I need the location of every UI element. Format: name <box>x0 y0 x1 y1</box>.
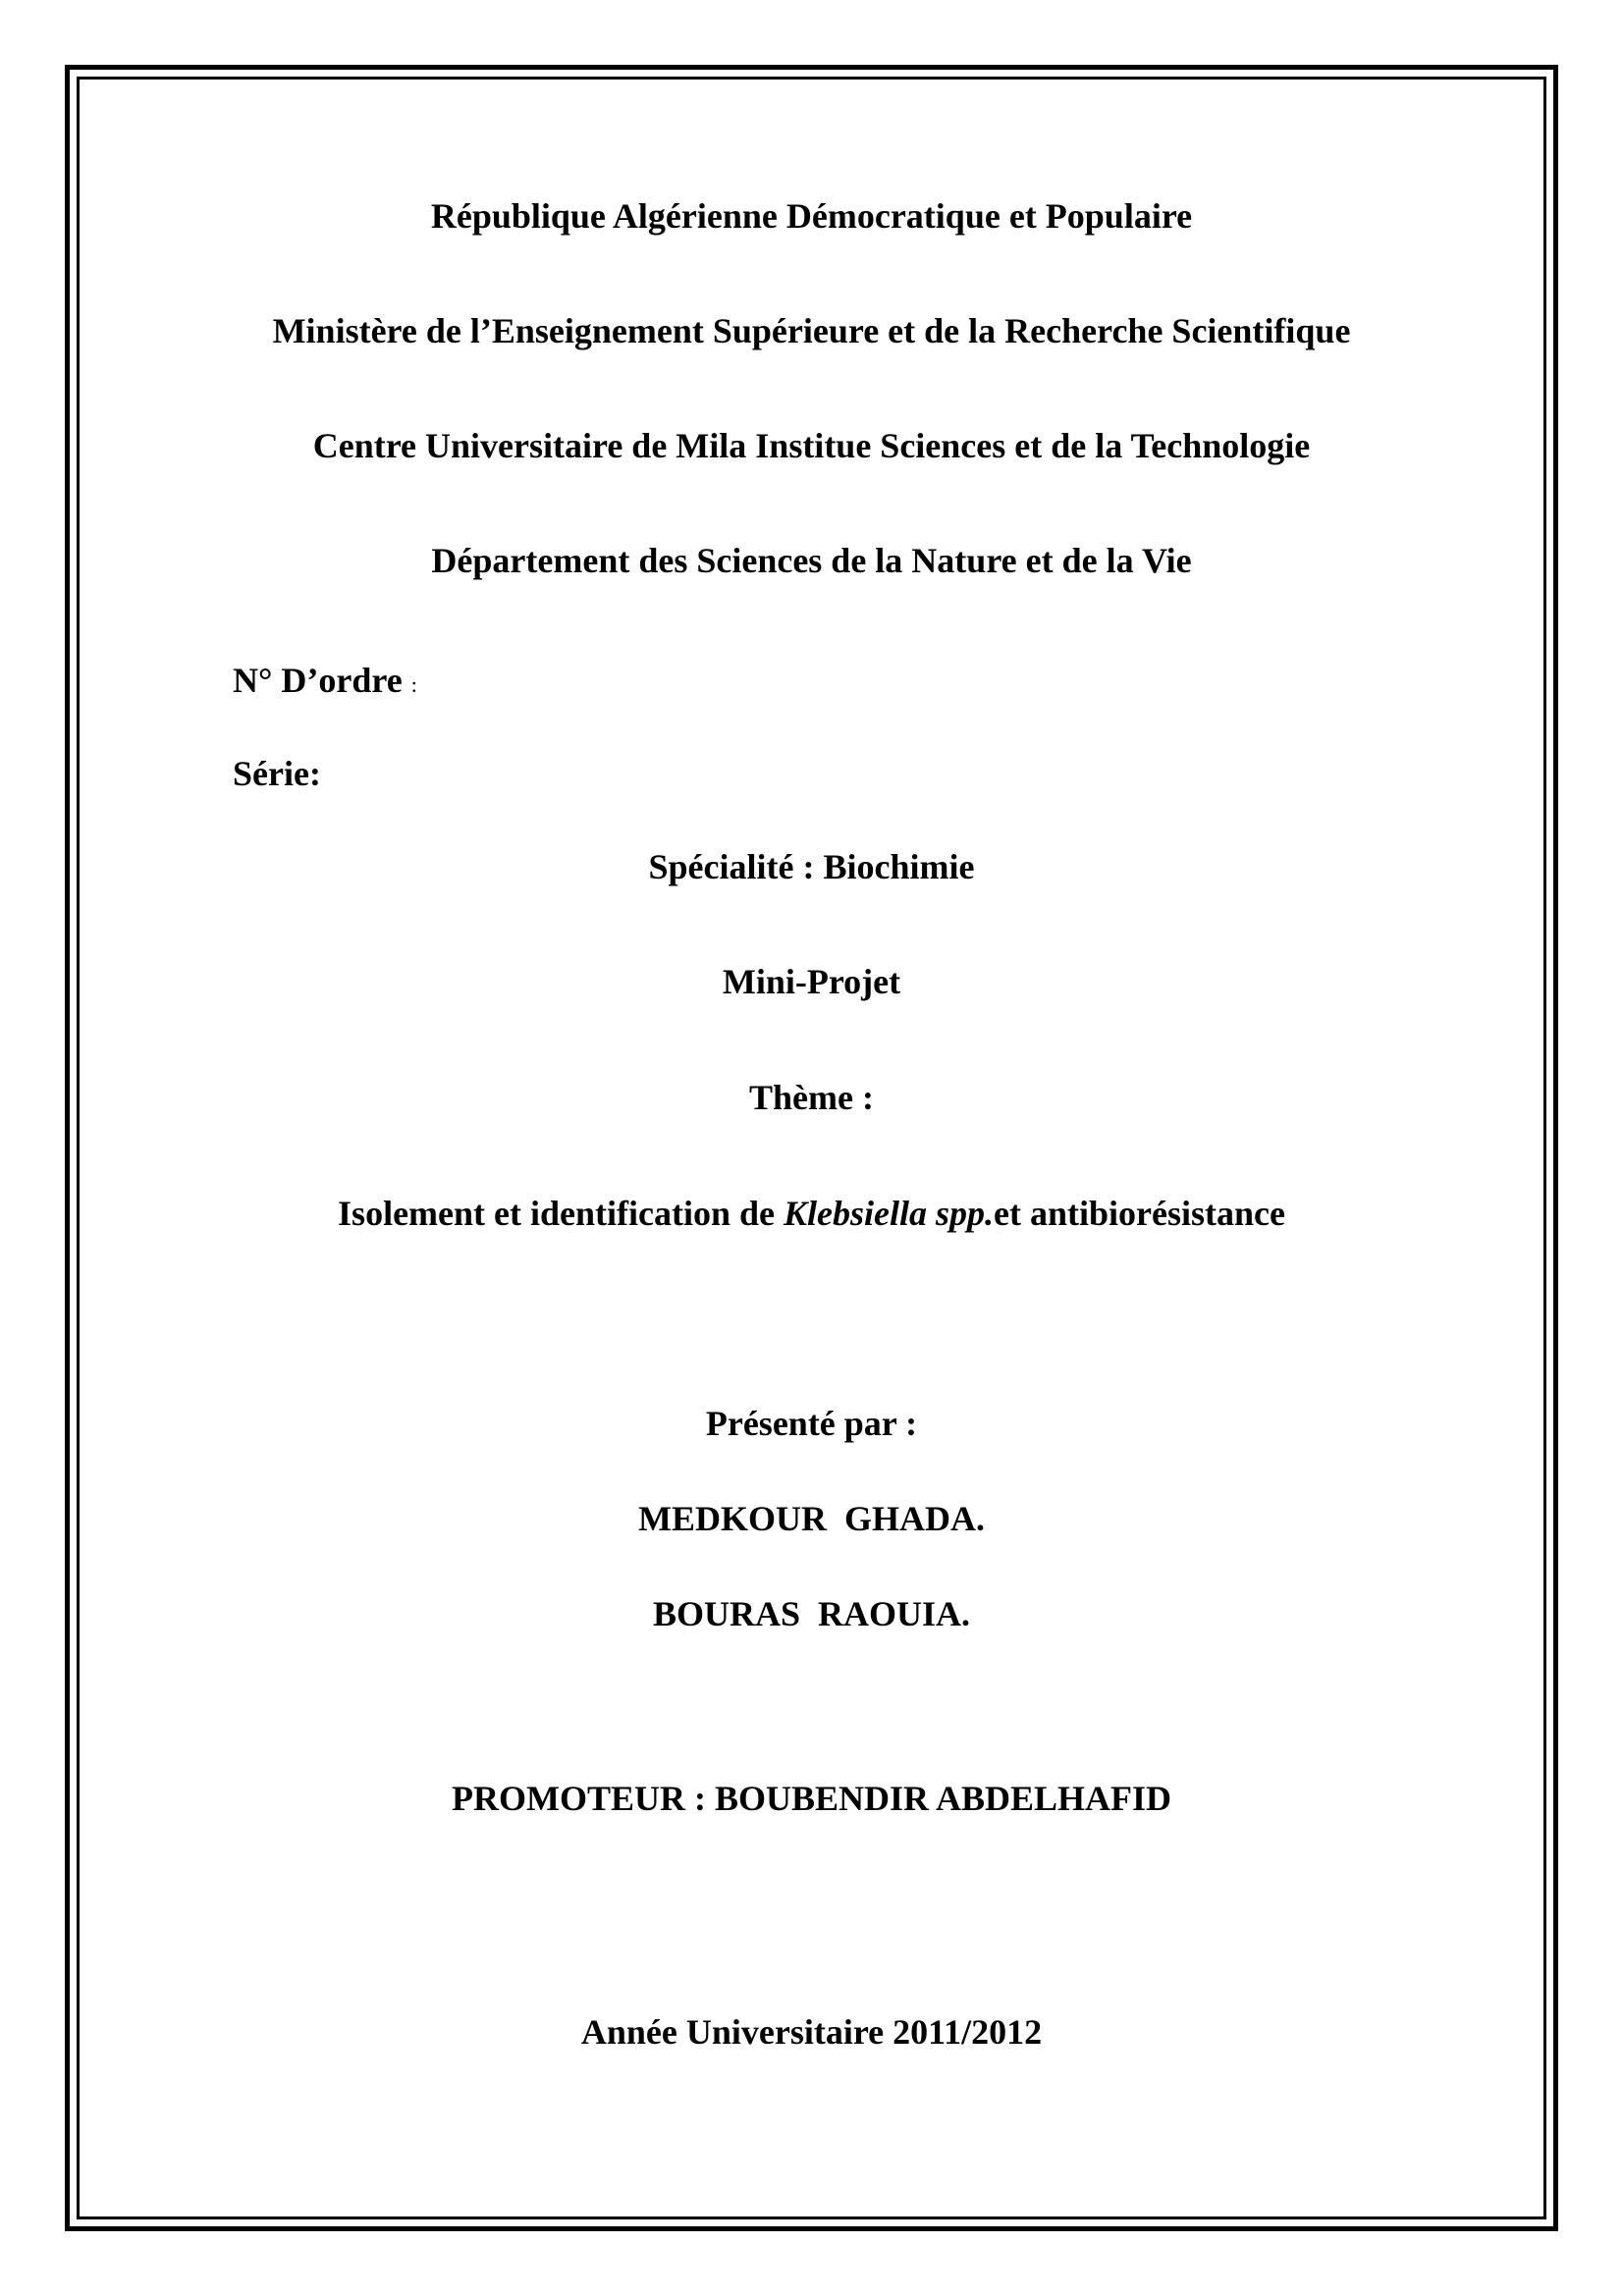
ministry-heading: Ministère de l’Enseignement Supérieure et de la Recherche Scientifique <box>272 311 1351 350</box>
department-heading: Département des Sciences de la Nature et de la Vie <box>431 541 1192 580</box>
university-center-heading: Centre Universitaire de Mila Institue Sciences et de la Technologie <box>312 426 1311 465</box>
page-border-inner <box>77 77 1546 2219</box>
series-label: Série: <box>233 754 321 793</box>
academic-year: Année Universitaire 2011/2012 <box>580 2012 1043 2052</box>
republic-heading: République Algérienne Démocratique et Populaire <box>430 196 1193 236</box>
author-name: MEDKOUR GHADA. <box>638 1499 985 1538</box>
order-number-line <box>233 659 417 707</box>
presented-by-label: Présenté par : <box>705 1404 918 1443</box>
thesis-title-species: Klebsiella spp. <box>783 1194 994 1233</box>
specialty-line: Spécialité : Biochimie <box>648 847 975 886</box>
promoter-line: PROMOTEUR : BOUBENDIR ABDELHAFID <box>451 1779 1172 1818</box>
order-number-colon: : <box>410 672 417 697</box>
theme-label: Thème : <box>749 1078 874 1117</box>
author-name: BOURAS RAOUIA. <box>652 1594 971 1633</box>
thesis-title <box>0 1192 1623 1235</box>
order-number-label: N° D’ordre <box>233 661 403 700</box>
thesis-title-prefix: Isolement et identification de <box>338 1194 784 1233</box>
thesis-title-suffix: et antibiorésistance <box>993 1194 1285 1233</box>
project-type: Mini-Projet <box>722 962 901 1001</box>
